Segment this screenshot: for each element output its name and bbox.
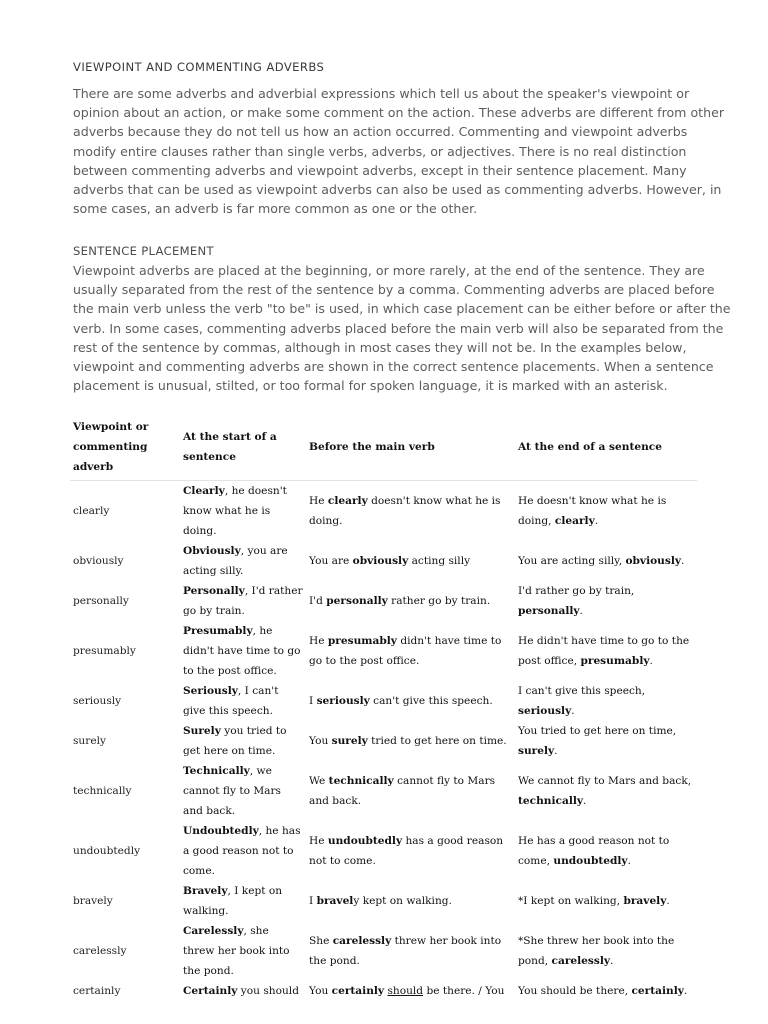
intro-line: some cases, an adverb is far more common as one or the other. <box>73 201 478 217</box>
emphasized-adverb: personally <box>518 605 580 617</box>
table-row <box>70 881 697 921</box>
cell-adverb: surely <box>73 735 106 747</box>
emphasized-adverb: technically <box>328 775 394 787</box>
example-text: He has a good reason not to come, <box>518 835 670 867</box>
table-row <box>70 981 697 1015</box>
cell-start <box>180 621 306 681</box>
example-text: He doesn't know what he is doing, <box>518 495 667 527</box>
cell-before-verb <box>306 481 515 542</box>
example-text: cannot fly to Mars and back. <box>309 775 496 807</box>
emphasized-adverb: Surely <box>183 725 221 737</box>
intro-line: between commenting adverbs and viewpoint adverbs, except in their sentence placement. Many <box>73 162 687 178</box>
adverb-table <box>70 413 697 1015</box>
example-text: didn't have time to go to the post office. <box>309 635 502 667</box>
cell-start <box>180 721 306 761</box>
cell-start <box>180 981 306 1015</box>
example-text: , he doesn't know what he is doing. <box>183 485 287 537</box>
example-text: . <box>666 895 670 907</box>
emphasized-adverb: Carelessly <box>183 925 244 937</box>
emphasized-adverb: Presumably <box>183 625 253 637</box>
table-row <box>70 821 697 881</box>
emphasized-adverb: presumably <box>327 635 397 647</box>
intro-paragraph <box>73 84 725 218</box>
example-text: , I'd rather go by train. <box>183 585 303 617</box>
example-text: , we cannot fly to Mars and back. <box>183 765 281 817</box>
cell-end <box>515 721 697 761</box>
cell-end <box>515 541 697 581</box>
emphasized-adverb: Obviously <box>183 545 241 557</box>
cell-end <box>515 921 697 981</box>
emphasized-adverb: personally <box>326 595 388 607</box>
example-text: He <box>309 495 328 507</box>
emphasized-adverb: Certainly <box>183 985 238 997</box>
cell-end <box>515 981 697 1015</box>
example-text: has a good reason not to come. <box>309 835 504 867</box>
table-row <box>70 761 697 821</box>
cell-adverb: certainly <box>73 985 121 997</box>
example-text: , he didn't have time to go to the post office. <box>183 625 301 677</box>
emphasized-adverb: obviously <box>352 555 409 567</box>
example-text: tried to get here on time. <box>367 735 507 747</box>
placement-line: placement is unusual, stilted, or too formal for spoken language, it is marked with an asterisk. <box>73 378 668 394</box>
example-text: should <box>387 985 424 997</box>
emphasized-adverb: undoubtedly <box>553 855 628 867</box>
table-row <box>70 621 697 681</box>
example-text: You are acting silly, <box>518 555 626 567</box>
cell-start <box>180 681 306 721</box>
emphasized-adverb: seriously <box>316 695 370 707</box>
example-text: He didn't have time to go to the post office, <box>518 635 690 667</box>
table-row <box>70 541 697 581</box>
cell-before-verb <box>306 761 515 821</box>
intro-line: adverbs that can be used as viewpoint adverbs can also be used as commenting adverbs. However, in <box>73 182 722 198</box>
example-text: . <box>579 605 583 617</box>
cell-adverb: seriously <box>73 695 122 707</box>
cell-adverb: obviously <box>73 555 124 567</box>
column-header-adverb: Viewpoint or commenting adverb <box>70 413 180 481</box>
example-text: You are <box>309 555 353 567</box>
placement-line: usually separated from the rest of the sentence by a comma. Commenting adverbs are placed before <box>73 282 715 298</box>
example-text: you tried to get here on time. <box>183 725 287 757</box>
emphasized-adverb: carelessly <box>551 955 611 967</box>
section-heading-placement: SENTENCE PLACEMENT <box>73 244 214 258</box>
emphasized-adverb: carelessly <box>332 935 392 947</box>
example-text: *I kept on walking, <box>518 895 624 907</box>
emphasized-adverb: Undoubtedly <box>183 825 259 837</box>
intro-line: modify entire clauses rather than single verbs, adverbs, or adjectives. There is no real distinction <box>73 143 687 159</box>
emphasized-adverb: bravel <box>316 895 354 907</box>
cell-before-verb <box>306 581 515 621</box>
example-text: *She threw her book into the pond, <box>518 935 675 967</box>
emphasized-adverb: obviously <box>625 555 682 567</box>
cell-adverb: carelessly <box>73 945 127 957</box>
emphasized-adverb: surely <box>518 745 555 757</box>
cell-adverb: presumably <box>73 645 136 657</box>
cell-start <box>180 921 306 981</box>
emphasized-adverb: seriously <box>518 705 572 717</box>
cell-start <box>180 481 306 542</box>
column-header-end: At the end of a sentence <box>515 413 697 481</box>
example-text: . <box>681 555 685 567</box>
table-row <box>70 681 697 721</box>
table-header-row <box>70 413 697 481</box>
cell-start <box>180 821 306 881</box>
cell-end <box>515 821 697 881</box>
placement-line: Viewpoint adverbs are placed at the beginning, or more rarely, at the end of the sentence. They are <box>73 263 705 278</box>
example-text: You <box>309 735 332 747</box>
cell-adverb: technically <box>73 785 132 797</box>
emphasized-adverb: surely <box>331 735 368 747</box>
example-text: We cannot fly to Mars and back, <box>518 775 692 787</box>
cell-before-verb <box>306 921 515 981</box>
emphasized-adverb: Bravely <box>183 885 228 897</box>
example-text: rather go by train. <box>387 595 491 607</box>
cell-before-verb <box>306 541 515 581</box>
example-text: . <box>571 705 575 717</box>
example-text: . <box>594 515 599 527</box>
example-text: . <box>554 745 558 757</box>
cell-end <box>515 681 697 721</box>
example-text: I can't give this speech, <box>518 685 646 697</box>
example-text: , you are acting silly. <box>183 545 288 577</box>
example-text: , I kept on walking. <box>183 885 283 917</box>
example-text: , he has a good reason not to come. <box>183 825 301 877</box>
cell-end <box>515 621 697 681</box>
cell-before-verb <box>306 881 515 921</box>
example-text: He <box>309 635 328 647</box>
cell-before-verb <box>306 621 515 681</box>
placement-line: the main verb unless the verb "to be" is used, in which case placement can be either before or after the <box>73 301 731 317</box>
example-text: acting silly <box>408 555 471 567</box>
example-text: I'd <box>309 595 327 607</box>
emphasized-adverb: presumably <box>580 655 650 667</box>
column-header-before-verb: Before the main verb <box>306 413 515 481</box>
example-text: , I can't give this speech. <box>183 685 279 717</box>
table-row <box>70 581 697 621</box>
example-text: You should be there, <box>518 985 632 997</box>
emphasized-adverb: Seriously <box>183 685 238 697</box>
placement-line: viewpoint and commenting adverbs are shown in the correct sentence placements. When a sentence <box>73 359 714 375</box>
example-text: You tried to get here on time, <box>518 725 677 737</box>
cell-adverb: bravely <box>73 895 113 907</box>
example-text: I <box>309 895 317 907</box>
placement-line: verb. In some cases, commenting adverbs placed before the main verb will also be separated from the <box>73 320 724 336</box>
example-text: She <box>309 935 333 947</box>
cell-end <box>515 761 697 821</box>
example-text: We <box>309 775 329 787</box>
example-text: doesn't know what he is doing. <box>309 495 501 527</box>
cell-adverb: clearly <box>73 505 110 517</box>
emphasized-adverb: clearly <box>327 495 368 507</box>
example-text: . <box>683 985 688 997</box>
example-text: I'd rather go by train, <box>518 585 635 597</box>
cell-end <box>515 881 697 921</box>
emphasized-adverb: Personally <box>183 585 245 597</box>
cell-end <box>515 481 697 542</box>
example-text: . <box>649 655 653 667</box>
cell-end <box>515 581 697 621</box>
emphasized-adverb: bravely <box>623 895 667 907</box>
intro-line: opinion about an action, or make some comment on the action. These adverbs are different from other <box>73 105 725 121</box>
placement-line: rest of the sentence by commas, although in most cases they will not be. In the examples below, <box>73 339 687 355</box>
cell-start <box>180 541 306 581</box>
cell-adverb: personally <box>73 595 129 607</box>
emphasized-adverb: Technically <box>183 765 250 777</box>
column-header-start: At the start of a sentence <box>180 413 306 481</box>
intro-line: adverbs because they do not tell us how an action occurred. Commenting and viewpoint adverbs <box>73 124 688 140</box>
table-row <box>70 721 697 761</box>
emphasized-adverb: undoubtedly <box>327 835 403 847</box>
emphasized-adverb: clearly <box>554 515 595 527</box>
example-text: y kept on walking. <box>353 895 452 907</box>
cell-adverb: undoubtedly <box>73 845 141 857</box>
emphasized-adverb: certainly <box>331 985 385 997</box>
cell-before-verb <box>306 681 515 721</box>
emphasized-adverb: certainly <box>631 985 684 997</box>
intro-line: There are some adverbs and adverbial expressions which tell us about the speaker's viewpoint or <box>73 86 690 101</box>
table-body <box>70 481 697 1016</box>
example-text: can't give this speech. <box>369 695 493 707</box>
table-row <box>70 921 697 981</box>
table-row <box>70 481 697 542</box>
example-text: . <box>627 855 631 867</box>
emphasized-adverb: technically <box>518 795 584 807</box>
example-text: I <box>309 695 317 707</box>
example-text: You <box>309 985 332 997</box>
cell-start <box>180 881 306 921</box>
cell-before-verb <box>306 721 515 761</box>
cell-start <box>180 761 306 821</box>
example-text: threw her book into the pond. <box>309 935 502 967</box>
cell-start <box>180 581 306 621</box>
cell-before-verb <box>306 821 515 881</box>
emphasized-adverb: Clearly <box>183 485 225 497</box>
example-text: be there. / You <box>423 985 505 997</box>
example-text: . <box>610 955 614 967</box>
example-text: you should <box>237 985 299 997</box>
page-title: VIEWPOINT AND COMMENTING ADVERBS <box>73 60 325 74</box>
cell-before-verb <box>306 981 515 1015</box>
example-text: . <box>583 795 587 807</box>
example-text: He <box>309 835 328 847</box>
placement-paragraph <box>73 261 731 395</box>
example-text: , she threw her book into the pond. <box>183 925 290 977</box>
